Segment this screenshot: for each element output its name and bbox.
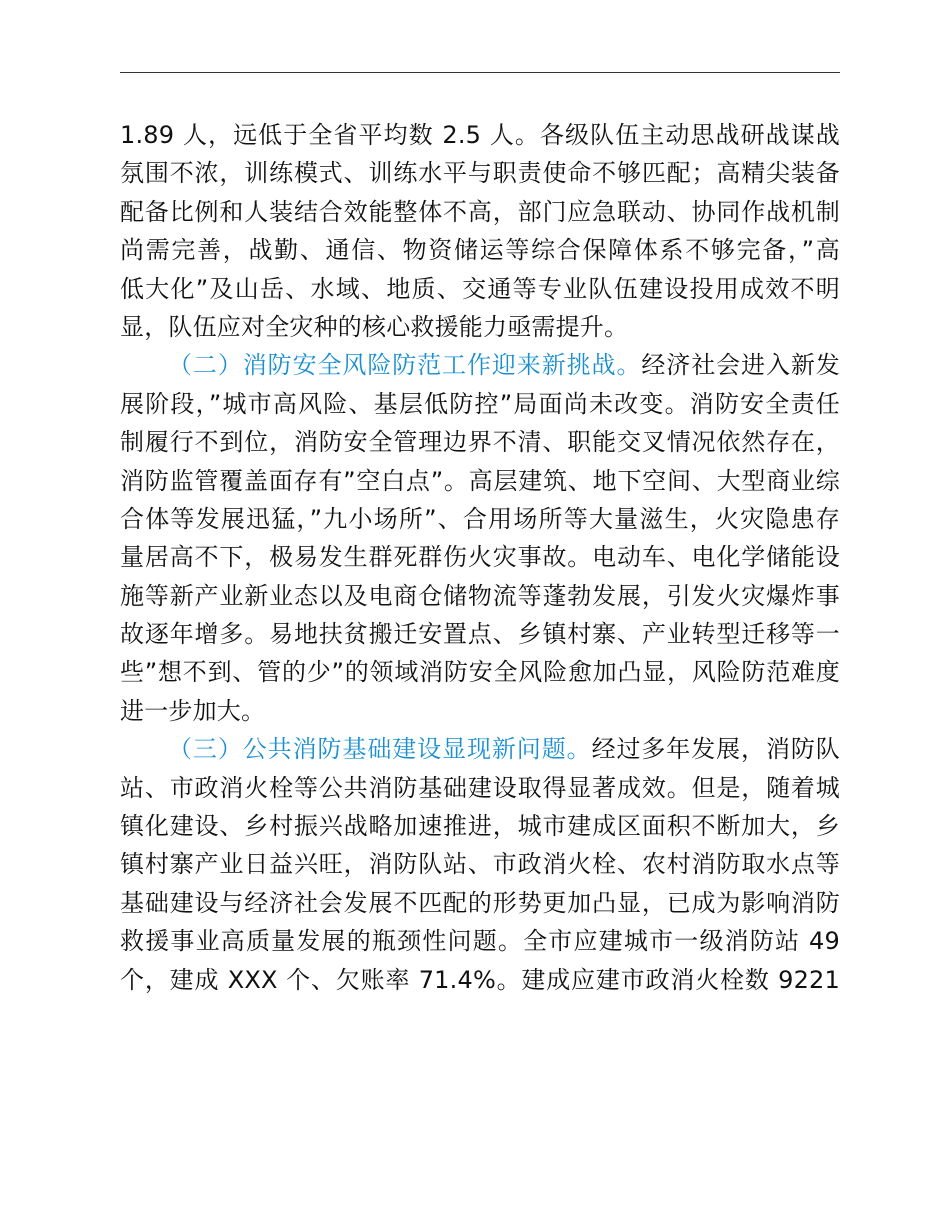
text-line: 展阶段，”城市高风险、基层低防控”局面尚未改变。消防安全责任 bbox=[120, 389, 840, 418]
document-body bbox=[120, 116, 840, 999]
text-line: 尚需完善，战勤、通信、物资储运等综合保障体系不够完备，”高 bbox=[120, 236, 840, 265]
text-line: 个，建成 XXX 个、欠账率 71.4%。建成应建市政消火栓数 9221 bbox=[120, 965, 840, 994]
paragraph-first-line bbox=[120, 730, 840, 768]
heading-line-rest: 经济社会进入新发 bbox=[641, 351, 840, 380]
text-line: 站、市政消火栓等公共消防基础建设取得显著成效。但是，随着城 bbox=[120, 773, 840, 802]
text-line: 消防监管覆盖面存有”空白点”。高层建筑、地下空间、大型商业综 bbox=[120, 466, 840, 495]
text-line: 1.89 人，远低于全省平均数 2.5 人。各级队伍主动思战研战谋战 bbox=[120, 121, 840, 149]
text-line: 些”想不到、管的少”的领域消防安全风险愈加凸显，风险防范难度 bbox=[120, 658, 840, 687]
text-line: 镇村寨产业日益兴旺，消防队站、市政消火栓、农村消防取水点等 bbox=[120, 850, 840, 879]
text-line: 救援事业高质量发展的瓶颈性问题。全市应建城市一级消防站 49 bbox=[120, 927, 840, 956]
text-line: 进一步加大。 bbox=[120, 696, 266, 725]
text-line: 施等新产业新业态以及电商仓储物流等蓬勃发展，引发火灾爆炸事 bbox=[120, 581, 840, 610]
text-line: 低大化”及山岳、水域、地质、交通等专业队伍建设投用成效不明 bbox=[120, 274, 840, 303]
text-line: 合体等发展迅猛，”九小场所”、合用场所等大量滋生，火灾隐患存 bbox=[120, 504, 840, 533]
text-line: 制履行不到位，消防安全管理边界不清、职能交叉情况依然存在， bbox=[120, 428, 840, 457]
text-line: 量居高不下，极易发生群死群伤火灾事故。电动车、电化学储能设 bbox=[120, 543, 840, 572]
heading-line-rest: 经过多年发展，消防队 bbox=[591, 735, 840, 764]
text-line: 配备比例和人装结合效能整体不高，部门应急联动、协同作战机制 bbox=[120, 197, 840, 226]
text-line: 镇化建设、乡村振兴战略加速推进，城市建成区面积不断加大，乡 bbox=[120, 812, 840, 841]
paragraph-first-line bbox=[120, 346, 840, 384]
section-heading-2: （二）消防安全风险防范工作迎来新挑战。 bbox=[168, 351, 642, 380]
text-line: 显，队伍应对全灾种的核心救援能力亟需提升。 bbox=[120, 312, 629, 341]
header-rule bbox=[120, 72, 840, 73]
text-line: 故逐年增多。易地扶贫搬迁安置点、乡镇村寨、产业转型迁移等一 bbox=[120, 620, 840, 649]
text-line: 基础建设与经济社会发展不匹配的形势更加凸显，已成为影响消防 bbox=[120, 888, 840, 917]
section-heading-3: （三）公共消防基础建设显现新问题。 bbox=[168, 735, 592, 764]
text-line: 氛围不浓，训练模式、训练水平与职责使命不够匹配；高精尖装备 bbox=[120, 159, 840, 188]
